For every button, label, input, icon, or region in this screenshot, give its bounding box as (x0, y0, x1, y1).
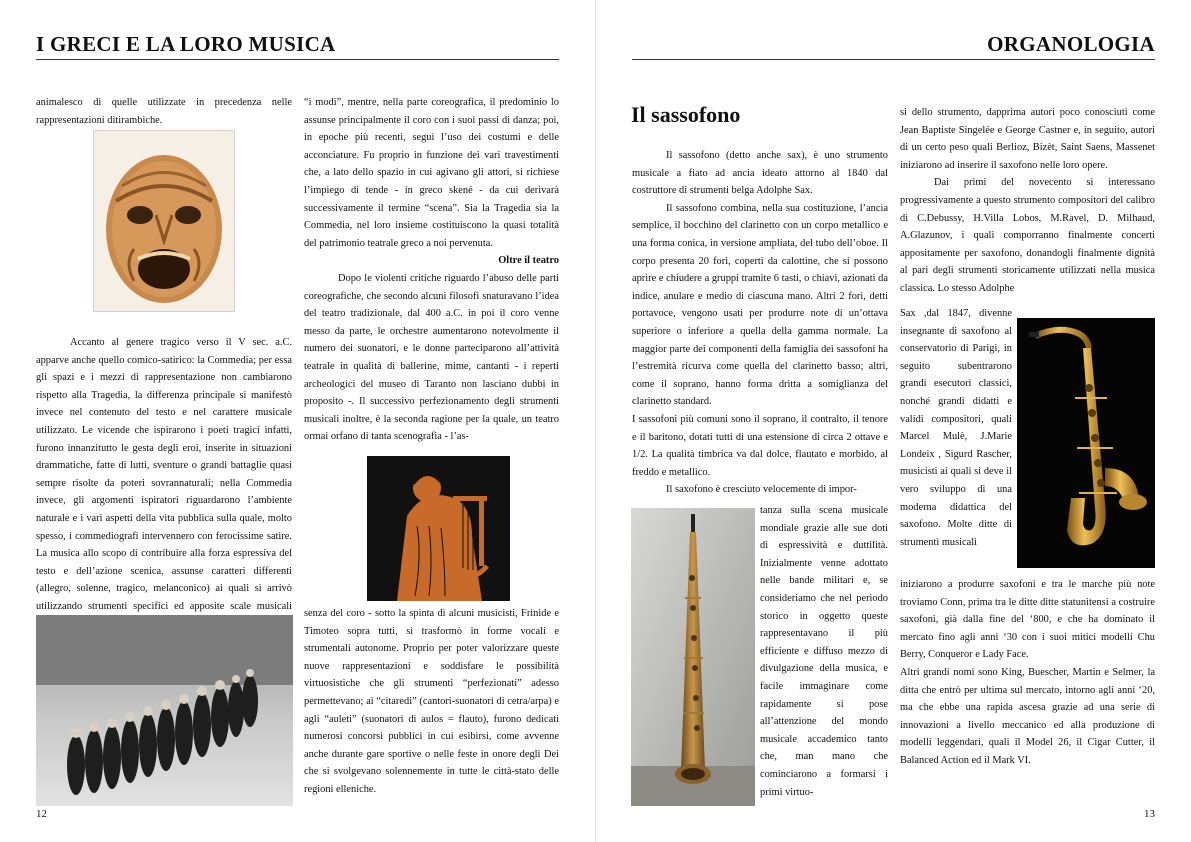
left-column-1-top (36, 94, 292, 129)
right-col2-paragraph-2: Dai primi del novecento si interessano progressivamente a questo strumento compositori del calibro di C.Debussy, H.Villa Lobos, M.Ravel, D. Milhaud, A.Glazunov, i quali comporranno finalmente concerti appositamente per saxofono, donandogli finalmente dignità al pari degli strumenti storicamente utilizzati nella musica classica. Lo stesso Adolphe (900, 177, 1155, 294)
lyre-player-vase-illustration (367, 456, 510, 601)
soprano-saxophone-illustration (631, 508, 755, 806)
article-title: Il sassofono (631, 102, 741, 127)
greek-vase-painting-image (367, 456, 510, 601)
right-col2-paragraph-3: iniziarono a produrre saxofoni e tra le marche più note troviamo Conn, prima tra le ditte ditte statunitensi a costruire saxofoni, già dalla fine del ‘800, e che ha dominato il mercato fino agli anni ‘30 con i suoi mitici modelli Chu Berry, Conqueror e Lady Face. (900, 579, 1155, 661)
greek-chorus-photo (36, 615, 293, 806)
right-column-1-wrap (760, 502, 888, 801)
right-col1-paragraph-4: Il saxofono è cresciuto velocemente di impor- (666, 484, 857, 496)
right-col2-wrap-text: Sax ,dal 1847, divenne insegnante di saxofono al conservatorio di Parigi, in seguito subentrarono grandi esecutori classici, nonché grandi didatti e validi compositori, quali Marcel Mulè, J.Marie Londeix , Sigurd Rascher, musicisti ai quali si deve il vero sviluppo di una moderna didattica del saxofono. Molte ditte di strumenti musicali (900, 308, 1012, 548)
right-column-2-bottom (900, 576, 1155, 770)
right-column-2 (900, 104, 1155, 298)
right-col1-paragraph-1: Il sassofono (detto anche sax), è uno strumento musicale a fiato ad ancia ideato attorno al 1840 dal costruttore di strumenti belga Adolphe Sax. (632, 150, 888, 197)
right-column-1 (632, 147, 888, 499)
left-header-title: I GRECI E LA LORO MUSICA (36, 32, 336, 56)
left-col2-paragraph-2: Dopo le violenti critiche riguardo l’abuso delle parti coreografiche, che secondo alcuni filosofi snaturavano l’idea del teatro tradizionale, dal 400 a.C. in poi il coro venne messo da parte, le orchestre aumentarono notevolmente il numero dei suonatori, e le donne parteciparono all’attività teatrale in qualità di ballerine, mime, cantanti - i reperti archeologici del museo di Taranto non lasciano dubbi in proposito -. Il successivo perfezionamento degli strumenti musicali inoltre, è la seconda ragione per la quale, un teatro ormai orfano di tanta scenografia - l’as- (304, 272, 559, 443)
left-col1-paragraph: Accanto al genere tragico verso il V sec. a.C. apparve anche quello comico-satirico: la Commedia; per essa gli spazi e i mezzi di rappresentazione non cambiarono rispetto alla Tragedia, la differenza principale si manifestò invece nel contenuto del testo e nel carattere musicale utilizzato. Le vicende che ispirarono i poeti tragici infatti, furono innanzitutto le gesta degli eroi, inserite in situazioni drammatiche, fatte di lutti, sventure o grandi battaglie quasi sempre risolte da poteri sovrannaturali; nella Commedia invece, gli argomenti ispiratori riguardarono l’ambiente naturale e i vari aspetti della vita pubblica sulla quale, molto spesso, i commediografi intervennero con ferocissime satire. La musica allo scopo di contribuire alla forza espressiva del testo e dell’azione scenica, assunse caratteri differenti (allegro, solenne, tragico, melanconico) ai quali si arrivò utilizzando strumenti specifici ed apposite scale musicali (36, 337, 292, 612)
left-page-number: 12 (36, 808, 47, 820)
left-col1-top-text: animalesco di quelle utilizzate in precedenza nelle rappresentazioni ditirambiche. (36, 97, 292, 126)
greek-chorus-photo-illustration (36, 615, 293, 806)
right-col2-paragraph-4: Altri grandi nomi sono King, Buescher, Martin e Selmer, la ditta che entrò per ultima sul mercato, intorno agli anni ‘20, ma che ebbe una rapida ascesa grazie ad una serie di innovazioni a livello meccanico ed alla produzione di modelli leggendari, quali il Model 26, il Cigar Cutter, il Balanced Action ed il Mark VI. (900, 666, 1155, 766)
left-col2-paragraph-3: senza del coro - sotto la spinta di alcuni musicisti, Frinide e Timoteo sopra tutti, si trasformò in forme vocali e strumentali autonome. Proprio per poter valorizzare queste nuove rappresentazioni e soddisfare le possibilità virtuosistiche che gli strumenti “perfezionati” adesso permettevano; ai “citaredi” (cantori-suonatori di cetra/arpa) e agli “auleti” (suonatori di aulos = flauto), furono dedicati numerosi concorsi pubblici in cui esibirsi, come avvenne anche durante gare sportive o nelle feste in onore degli Dei che si svolgevano solennemente in tutte le città-stato delle regioni elleniche. (304, 608, 559, 795)
right-col1-paragraph-3: I sassofoni più comuni sono il soprano, il contralto, il tenore e il baritono, dotati tutti di una estensione di circa 2 ottave e 1/2. La qualità timbrica va dal dolce, flautato e morbido, al freddo e metallico. (632, 413, 888, 478)
left-page (0, 0, 595, 842)
right-col2-paragraph-1: si dello strumento, dapprima autori poco conosciuti come Jean Baptiste Singelée e George Castner e, in seguito, autori di un certo peso quali Berlioz, Bizèt, Saint Saens, Massenet iniziarono ad inserire il saxofono nelle loro opere. (900, 107, 1155, 171)
left-column-1 (36, 334, 292, 633)
theatre-mask-image (93, 130, 235, 312)
left-col2-paragraph-1: “i modi”, mentre, nella parte coreografica, il predominio lo assunse principalmente il coro con i suoi passi di danza; poi, in epoche più recenti, seguì l’uso dei costumi e delle acconciature. Fu proprio in funzione dei vari travestimenti che, a lato dello spazio in cui agivano gli attori, si richiese l’impiego di tende - in greco skené - da cui derivarà successivamente il termine “scena”. Sia la Tragedia sia la Commedia, nel loro insieme costituiscono la quasi totalità del patrimonio teatrale greco a noi pervenuta. (304, 97, 559, 249)
theatre-mask-illustration (94, 131, 234, 311)
left-col2-subheading: Oltre il teatro (498, 255, 559, 267)
left-column-2-bottom (304, 605, 559, 799)
right-col1-wrap-text: tanza sulla scena musicale mondiale grazie alle sue doti di espressività e duttilità. Inizialmente venne adottato nelle bande militari e, se consideriamo che nel periodo storico in oggetto queste rappresentavano il più efficiente e diffuso mezzo di divulgazione della musica, e facile immaginare come rapidamente si pose all’attenzione del mondo musicale accademico tanto che, man mano che cominciarono a formarsi i primi virtuo- (760, 505, 888, 798)
soprano-saxophone-photo (631, 508, 755, 806)
left-header-rule (36, 59, 559, 60)
right-page-number: 13 (1144, 808, 1155, 820)
left-column-2 (304, 94, 559, 446)
right-col1-paragraph-2: Il sassofono combina, nella sua costituzione, l’ancia semplice, il bocchino del clarinetto con un corpo metallico e una forma conica, in versione ampliata, del tubo dell’oboe. Il corpo presenta 20 fori, coperti da calottine, che si possono aprire e chiudere a gruppi tramite 6 tasti, o chiavi, azionati da indice, anulare e medio di ciascuna mano. Altri 2 fori, detti portavoce, vengono usati per produrre note di un’ottava superiore o inferiore a quella della gamma normale. La maggior parte dei componenti della famiglia dei sassofoni ha l’estremità ricurva come quella del clarinetto basso; altri, come il soprano, hanno forma dritta a somiglianza del clarinetto standard. (632, 202, 888, 408)
right-column-2-wrap (900, 305, 1012, 551)
right-header-rule (632, 59, 1155, 60)
alto-saxophone-illustration (1017, 318, 1155, 568)
right-header-title: ORGANOLOGIA (987, 32, 1155, 56)
alto-saxophone-photo (1017, 318, 1155, 568)
right-page (596, 0, 1191, 842)
